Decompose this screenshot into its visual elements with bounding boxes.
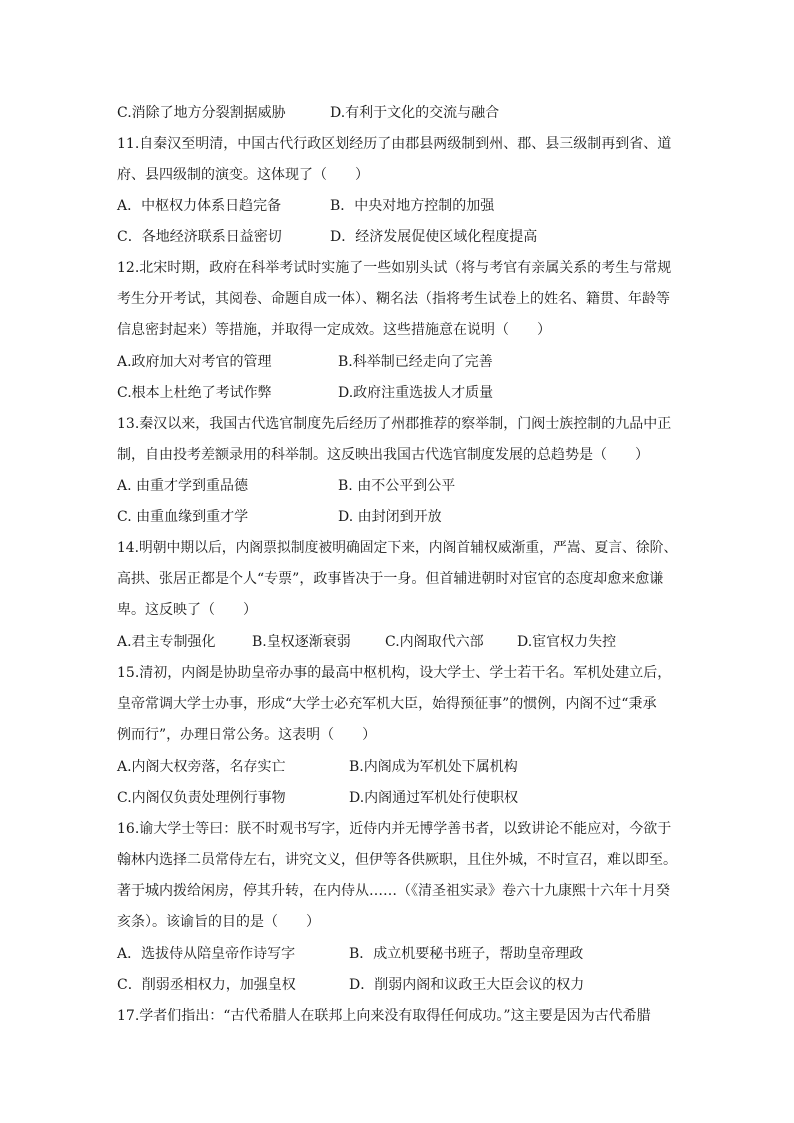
q14-option-b: B.皇权逐渐衰弱 (252, 634, 351, 650)
q16-stem-line-4: 亥条）。该谕旨的目的是（ ） (117, 914, 320, 930)
q16-option-a: A．选拔侍从陪皇帝作诗写字 (117, 946, 296, 962)
q13-option-a: A. 由重才学到重品德 (117, 478, 249, 494)
q11-option-c: C．各地经济联系日益密切 (117, 229, 282, 245)
q14-option-a: A.君主专制强化 (117, 634, 216, 650)
q14-stem-line-3: 卑。这反映了（ ） (117, 602, 257, 618)
q11-stem-line-1: 11.自秦汉至明清，中国古代行政区划经历了由郡县两级制到州、郡、县三级制再到省、道 (117, 136, 672, 152)
q14-option-c: C.内阁取代六部 (385, 634, 484, 650)
q12-stem-line-2: 考生分开考试，其阅卷、命题自成一体）、糊名法（指将考生试卷上的姓名、籍贯、年龄等 (117, 291, 670, 307)
q13-option-c: C. 由重血缘到重才学 (117, 509, 249, 525)
q15-option-a: A.内阁大权旁落，名存实亡 (117, 759, 286, 775)
q11-option-b: B．中央对地方控制的加强 (330, 198, 495, 214)
q16-stem-line-2: 翰林内选择二员常侍左右，讲究文义，但伊等各供厥职，且住外城，不时宣召，难以即至。 (117, 852, 677, 868)
q13-stem-line-1: 13.秦汉以来，我国古代选官制度先后经历了州郡推荐的察举制，门阀士族控制的九品中正 (117, 416, 672, 432)
q14-option-d: D.宦官权力失控 (517, 634, 617, 650)
q16-stem-line-3: 著于城内拨给闲房，停其升转，在内侍从……（《清圣祖实录》卷六十九康熙十六年十月癸 (117, 883, 670, 899)
q16-option-b: B．成立机要秘书班子，帮助皇帝理政 (349, 946, 584, 962)
q12-option-c: C.根本上杜绝了考试作弊 (117, 385, 272, 401)
q14-stem-line-2: 高拱、张居正都是个人“专票”，政事皆决于一身。但首辅进朝时对宦官的态度却愈来愈谦 (117, 571, 664, 587)
q13-option-b: B. 由不公平到公平 (338, 478, 456, 494)
q12-option-d: D.政府注重选拔人才质量 (338, 385, 494, 401)
q15-option-d: D.内阁通过军机处行使职权 (349, 790, 519, 806)
q16-option-c: C．削弱丞相权力，加强皇权 (117, 977, 296, 993)
q14-stem-line-1: 14.明朝中期以后，内阁票拟制度被明确固定下来，内阁首辅权威渐重，严嵩、夏言、徐阶、 (117, 540, 678, 556)
q15-stem-line-1: 15.清初，内阁是协助皇帝办事的最高中枢机构，设大学士、学士若干名。军机处建立后， (117, 665, 672, 681)
q10-option-d: D.有利于文化的交流与融合 (330, 105, 500, 121)
q11-option-a: A．中枢权力体系日趋完备 (117, 198, 282, 214)
q11-option-d: D．经济发展促使区域化程度提高 (330, 229, 538, 245)
q15-stem-line-3: 例而行”，办理日常公务。这表明（ ） (117, 727, 377, 743)
q12-option-b: B.科举制已经走向了完善 (338, 354, 493, 370)
q12-stem-line-3: 信息密封起来）等措施，并取得一定成效。这些措施意在说明（ ） (117, 322, 551, 338)
q16-option-d: D．削弱内阁和议政王大臣会议的权力 (349, 977, 585, 993)
q10-option-c: C.消除了地方分裂割据威胁 (117, 105, 286, 121)
q17-stem-line-1: 17.学者们指出：“古代希腊人在联邦上向来没有取得任何成功。”这主要是因为古代希腊 (117, 1008, 651, 1024)
q16-stem-line-1: 16.谕大学士等曰：朕不时观书写字，近侍内并无博学善书者，以致讲论不能应对，今欲于 (117, 821, 672, 837)
q12-stem-line-1: 12.北宋时期，政府在科举考试时实施了一些如别头试（将与考官有亲属关系的考生与常规 (117, 260, 672, 276)
q12-option-a: A.政府加大对考官的管理 (117, 354, 272, 370)
q13-option-d: D. 由封闭到开放 (338, 509, 442, 525)
q15-option-b: B.内阁成为军机处下属机构 (349, 759, 518, 775)
q11-stem-line-2: 府、县四级制的演变。这体现了（ ） (117, 167, 369, 183)
q15-stem-line-2: 皇帝常调大学士办事，形成“大学士必充军机大臣，始得预征事”的惯例，内阁不过“秉承 (117, 696, 657, 712)
q15-option-c: C.内阁仅负责处理例行事物 (117, 790, 286, 806)
q13-stem-line-2: 制，自由投考差额录用的科举制。这反映出我国古代选官制度发展的总趋势是（ ） (117, 447, 649, 463)
